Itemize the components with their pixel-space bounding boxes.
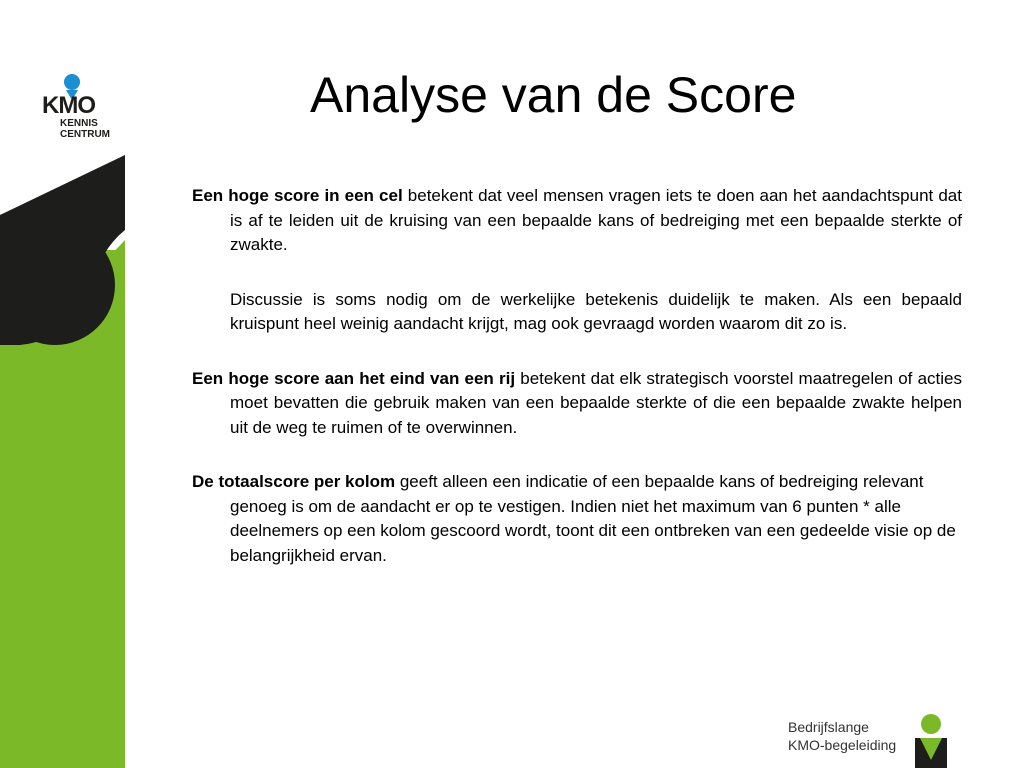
paragraph-2 <box>192 288 962 337</box>
person-icon <box>910 712 952 768</box>
paragraph-2-text: Discussie is soms nodig om de werkelijke betekenis duidelijk te maken. Als een bepaald kruispunt heel weinig aandacht krijgt, mag ook gevraagd worden waarom dit zo is. <box>230 289 962 333</box>
page-title: Analyse van de Score <box>310 67 797 123</box>
paragraph-1-bold: Een hoge score in een cel <box>192 186 403 205</box>
paragraph-1 <box>192 184 962 258</box>
paragraph-3 <box>192 367 962 441</box>
logo-line1: KENNIS <box>60 118 98 129</box>
footer-line2: KMO-begeleiding <box>788 737 897 753</box>
paragraph-4 <box>192 470 962 568</box>
footer-text <box>788 718 896 754</box>
logo-subtitle <box>60 118 110 140</box>
paragraph-4-text: geeft alleen een indicatie of een bepaalde kans of bedreiging relevant genoeg is om de aandacht er op te vestigen. Indien niet het maximum van 6 punten * alle deelnemers op een kolom gescoord wordt, toont dit een ontbreken van een gedeelde visie op de belangrijkheid ervan. <box>230 472 956 565</box>
paragraph-3-text: betekent dat elk strategisch voorstel maatregelen of acties moet bevatten die gebruik maken van een bepaalde sterkte of die een bepaalde zwakte helpen uit de weg te ruimen of te overwinnen. <box>230 368 963 437</box>
slide-content <box>192 184 962 598</box>
logo-brand: KMO <box>42 92 95 119</box>
paragraph-4-bold: De totaalscore per kolom <box>192 472 396 491</box>
footer-line1: Bedrijfslange <box>788 719 869 735</box>
paragraph-1-text: betekent dat veel mensen vragen iets te doen aan het aandachtspunt dat is af te leiden uit de kruising van een bepaalde kans of bedreiging met een bepaalde sterkte of zwakte. <box>230 186 962 254</box>
paragraph-3-bold: Een hoge score aan het eind van een rij <box>192 368 516 388</box>
logo-line2: CENTRUM <box>60 129 110 140</box>
